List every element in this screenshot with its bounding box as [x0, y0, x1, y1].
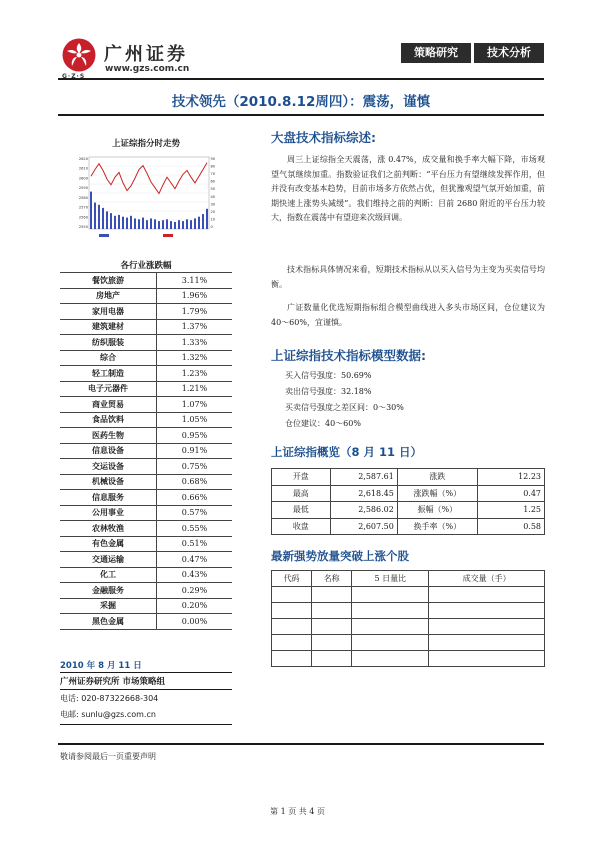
volume-bar: [198, 217, 200, 229]
section-title-breakout-stocks: 最新强势放量突破上涨个股: [271, 549, 409, 563]
volume-bar: [154, 219, 156, 229]
brand-url: www.gzs.com.cn: [105, 64, 190, 74]
legend-swatch-index: [163, 234, 173, 237]
y-tick-label-right: 80: [210, 164, 216, 169]
table-cell: [429, 635, 545, 651]
industry-change: 1.21%: [157, 381, 233, 397]
table-row: [272, 603, 545, 619]
overview-label: 换手率（%）: [397, 518, 477, 535]
volume-bar: [194, 218, 196, 229]
industry-name: 餐饮旅游: [60, 273, 157, 289]
overview-label: 涨跌幅（%）: [397, 485, 477, 502]
table-row: [60, 350, 232, 366]
volume-bar: [138, 219, 140, 229]
y-tick-label-right: 10: [210, 217, 216, 222]
y-tick-label-right: 20: [210, 209, 216, 214]
industry-name: 交运设备: [60, 459, 157, 475]
overview-label: 最低: [272, 502, 331, 519]
header-rule: [58, 78, 544, 80]
industry-name: 交通运输: [60, 552, 157, 568]
table-row: [272, 485, 545, 502]
overview-label: 收盘: [272, 518, 331, 535]
industry-name: 黑色金属: [60, 614, 157, 630]
model-paragraph: 广证数量化优选短期指标组合模型曲线进入多头市场区间，仓位建议为 40～60%，宜谨慎。: [271, 303, 545, 327]
tab-technical-analysis: 技术分析: [474, 43, 544, 63]
industry-name: 信息设备: [60, 443, 157, 459]
table-row: [60, 567, 232, 583]
industry-change: 1.96%: [157, 288, 233, 304]
table-row: [60, 412, 232, 428]
volume-bar: [110, 213, 112, 229]
brand-initials: G·Z·S: [62, 73, 86, 80]
industry-name: 信息服务: [60, 490, 157, 506]
industry-change: 1.32%: [157, 350, 233, 366]
contact-rule: [60, 724, 232, 725]
section-title-model-data: 上证综指技术指标模型数据:: [271, 348, 426, 363]
industry-change: 0.57%: [157, 505, 233, 521]
overview-label: 涨跌: [397, 469, 477, 486]
intraday-chart-title: 上证综指分时走势: [111, 139, 180, 149]
overview-value: 2,586.02: [330, 502, 397, 519]
volume-bar: [118, 215, 120, 229]
disclaimer: 敬请参阅最后一页重要声明: [60, 752, 156, 761]
industry-name: 机械设备: [60, 474, 157, 490]
y-tick-label-right: 50: [210, 187, 216, 192]
tab-strategy-research: 策略研究: [401, 43, 471, 63]
industry-change: 1.37%: [157, 319, 233, 335]
volume-bar: [182, 221, 184, 229]
table-row: [60, 335, 232, 351]
title-rule: [58, 114, 544, 116]
industry-name: 家用电器: [60, 304, 157, 320]
table-row: [60, 443, 232, 459]
legend-swatch-volume: [99, 234, 109, 237]
table-cell: [429, 651, 545, 667]
column-header: 代码: [272, 571, 312, 587]
volume-bar: [202, 214, 204, 229]
sell-signal-strength: 卖出信号强度：32.18%: [285, 387, 372, 396]
table-row: [60, 614, 232, 630]
brand-name: 广州证券: [104, 44, 188, 65]
volume-bar: [94, 203, 96, 229]
table-cell: [272, 651, 312, 667]
table-row: [60, 397, 232, 413]
brand-logo-icon: [62, 38, 96, 72]
table-cell: [312, 635, 352, 651]
industry-name: 纺织服装: [60, 335, 157, 351]
table-row: [60, 521, 232, 537]
industry-name: 农林牧渔: [60, 521, 157, 537]
table-row: [60, 505, 232, 521]
column-header: 成交量（手）: [429, 571, 545, 587]
table-row: [60, 304, 232, 320]
org-rule: [60, 689, 232, 690]
research-org: 广州证券研究所 市场策略组: [60, 677, 165, 687]
volume-bar: [190, 220, 192, 229]
y-tick-label-left: 2550: [78, 225, 88, 229]
industry-change: 1.23%: [157, 366, 233, 382]
industry-name: 采掘: [60, 598, 157, 614]
industry-table: [60, 272, 232, 630]
industry-name: 有色金属: [60, 536, 157, 552]
position-advice: 仓位建议：40～60%: [285, 419, 361, 428]
industry-change: 1.07%: [157, 397, 233, 413]
buy-signal-strength: 买入信号强度：50.69%: [285, 371, 372, 380]
table-cell: [352, 603, 429, 619]
industry-change: 0.29%: [157, 583, 233, 599]
volume-bar: [130, 216, 132, 229]
volume-bar: [162, 220, 164, 229]
y-tick-label-left: 2580: [78, 195, 88, 200]
volume-bar: [178, 220, 180, 229]
column-header: 5 日量比: [352, 571, 429, 587]
industry-name: 商业贸易: [60, 397, 157, 413]
y-tick-label-left: 2610: [78, 166, 88, 171]
volume-bar: [142, 218, 144, 229]
volume-bar: [98, 205, 100, 229]
industry-change: 0.75%: [157, 459, 233, 475]
overview-value: 2,607.50: [330, 518, 397, 535]
volume-bar: [186, 219, 188, 229]
industry-change: 0.43%: [157, 567, 233, 583]
volume-bar: [206, 209, 208, 229]
table-row: [60, 381, 232, 397]
signal-diff-range: 买卖信号强度之差区间：0～30%: [285, 403, 404, 412]
industry-name: 综合: [60, 350, 157, 366]
table-header-row: [272, 571, 545, 587]
table-row: [272, 502, 545, 519]
volume-bar: [170, 221, 172, 229]
volume-bar: [174, 222, 176, 229]
breakout-stocks-table: [271, 570, 545, 667]
indicator-paragraph: 技术指标具体情况来看，短期技术指标从以买入信号为主变为买卖信号均衡。: [271, 265, 545, 289]
table-row: [272, 587, 545, 603]
table-row: [60, 319, 232, 335]
industry-change: 0.55%: [157, 521, 233, 537]
overview-value: 1.25: [477, 502, 544, 519]
industry-table-title: 各行业涨跌幅: [120, 261, 172, 271]
contact-phone: 电话: 020-87322668-304: [60, 694, 159, 703]
table-cell: [272, 587, 312, 603]
y-tick-label-left: 2560: [78, 215, 88, 220]
industry-name: 食品饮料: [60, 412, 157, 428]
overview-value: 0.47: [477, 485, 544, 502]
industry-name: 轻工制造: [60, 366, 157, 382]
table-row: [60, 474, 232, 490]
industry-change: 1.33%: [157, 335, 233, 351]
volume-bar: [90, 192, 92, 229]
volume-bar: [146, 220, 148, 229]
table-row: [60, 428, 232, 444]
volume-bar: [126, 218, 128, 229]
index-overview-table: [271, 468, 545, 535]
table-row: [272, 469, 545, 486]
table-cell: [312, 603, 352, 619]
industry-change: 0.51%: [157, 536, 233, 552]
y-tick-label-left: 2570: [78, 205, 88, 210]
y-tick-label-left: 2600: [78, 176, 88, 181]
table-row: [272, 635, 545, 651]
volume-bar: [134, 218, 136, 229]
table-cell: [429, 619, 545, 635]
table-cell: [429, 587, 545, 603]
industry-name: 房地产: [60, 288, 157, 304]
table-cell: [312, 651, 352, 667]
volume-bar: [114, 216, 116, 229]
section-title-index-overview: 上证综指概览（8 月 11 日）: [271, 445, 423, 459]
table-row: [272, 518, 545, 535]
table-cell: [429, 603, 545, 619]
footer-rule: [58, 743, 544, 745]
table-row: [60, 552, 232, 568]
table-cell: [272, 603, 312, 619]
industry-name: 电子元器件: [60, 381, 157, 397]
table-cell: [272, 635, 312, 651]
table-row: [60, 598, 232, 614]
table-cell: [312, 619, 352, 635]
column-header: 名称: [312, 571, 352, 587]
table-row: [60, 583, 232, 599]
summary-paragraph: 周三上证综指全天震荡，涨 0.47%，成交量和换手率大幅下降，市场观望气氛继续加重。指数验证我们之前判断：“平台压力有望继续发挥作用，但并没有改变基本趋势，目前市场多方依然占优，但犹豫观望气氛开始加重，前期快速上涨势头减缓”。我们维持之前的判断：目前 2680 附近的平台压力较大，指数在震荡中有望迎来次级回调。: [271, 155, 545, 222]
overview-value: 2,587.61: [330, 469, 397, 486]
date-rule: [60, 672, 232, 673]
table-cell: [352, 635, 429, 651]
overview-label: 最高: [272, 485, 331, 502]
industry-change: 0.95%: [157, 428, 233, 444]
industry-change: 1.05%: [157, 412, 233, 428]
volume-bar: [102, 208, 104, 229]
intraday-chart: [75, 155, 223, 243]
table-row: [60, 536, 232, 552]
overview-label: 开盘: [272, 469, 331, 486]
volume-bar: [122, 217, 124, 229]
industry-change: 0.91%: [157, 443, 233, 459]
table-row: [272, 619, 545, 635]
industry-change: 0.20%: [157, 598, 233, 614]
volume-bar: [158, 221, 160, 229]
overview-value: 2,618.45: [330, 485, 397, 502]
overview-value: 0.58: [477, 518, 544, 535]
overview-value: 12.23: [477, 469, 544, 486]
volume-bar: [150, 218, 152, 229]
y-tick-label-right: 90: [210, 157, 216, 161]
industry-name: 化工: [60, 567, 157, 583]
section-title-overview: 大盘技术指标综述:: [271, 130, 376, 145]
volume-bar: [106, 211, 108, 229]
table-cell: [352, 619, 429, 635]
y-tick-label-left: 2620: [78, 157, 88, 161]
table-cell: [312, 587, 352, 603]
industry-change: 0.66%: [157, 490, 233, 506]
volume-bar: [166, 219, 168, 229]
table-row: [60, 490, 232, 506]
table-row: [60, 288, 232, 304]
overview-label: 振幅（%）: [397, 502, 477, 519]
y-tick-label-right: 60: [210, 179, 216, 184]
table-cell: [272, 619, 312, 635]
industry-change: 3.11%: [157, 273, 233, 289]
industry-name: 医药生物: [60, 428, 157, 444]
page-title: 技术领先（2010.8.12周四）：震荡，谨慎: [171, 94, 431, 110]
y-tick-label-right: 40: [210, 194, 216, 199]
page-number: 第 1 页 共 4 页: [270, 807, 325, 816]
y-tick-label-right: 70: [210, 172, 216, 177]
industry-change: 0.47%: [157, 552, 233, 568]
table-cell: [352, 587, 429, 603]
report-date: 2010 年 8 月 11 日: [60, 661, 142, 671]
contact-email: 电邮: sunlu@gzs.com.cn: [60, 710, 156, 719]
y-tick-label-left: 2590: [78, 186, 88, 191]
industry-name: 公用事业: [60, 505, 157, 521]
table-row: [272, 651, 545, 667]
industry-change: 0.00%: [157, 614, 233, 630]
industry-name: 金融服务: [60, 583, 157, 599]
industry-name: 建筑建材: [60, 319, 157, 335]
y-tick-label-right: 30: [210, 202, 216, 207]
table-cell: [352, 651, 429, 667]
table-row: [60, 273, 232, 289]
industry-change: 0.68%: [157, 474, 233, 490]
table-row: [60, 459, 232, 475]
y-tick-label-right: 0: [210, 225, 213, 229]
table-row: [60, 366, 232, 382]
industry-change: 1.79%: [157, 304, 233, 320]
